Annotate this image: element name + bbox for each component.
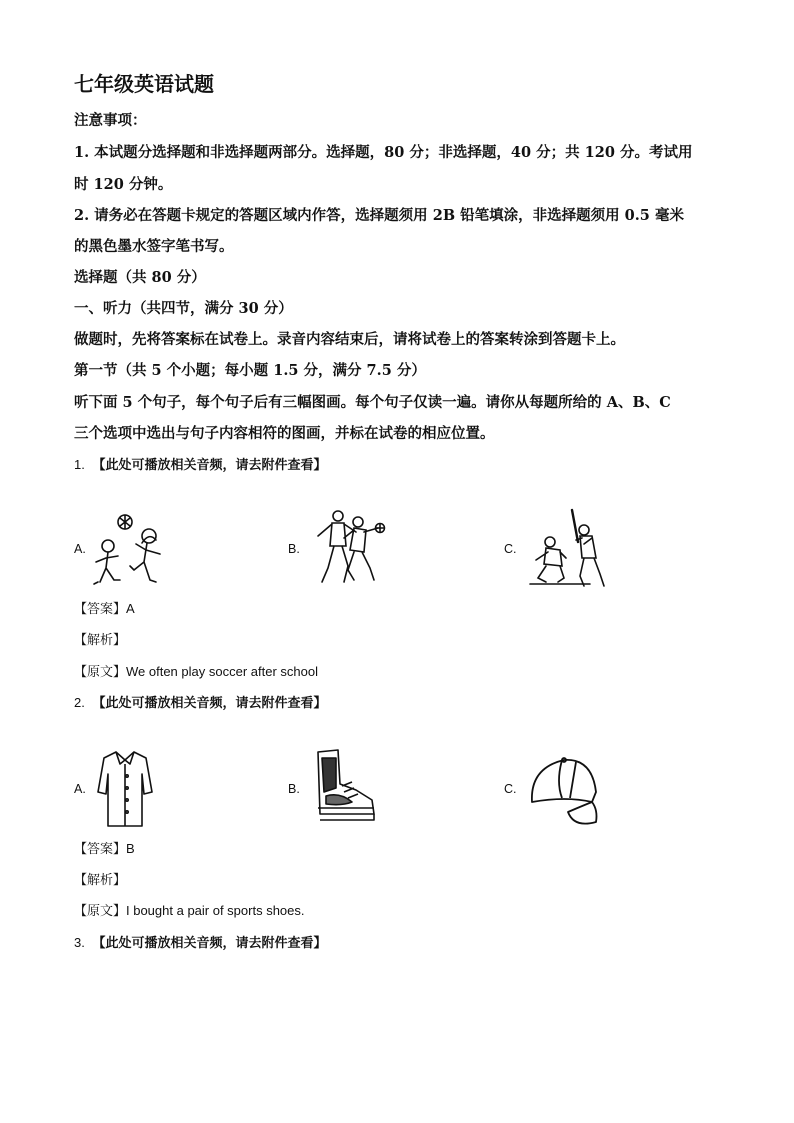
notes-item-1-line-2: 时 120 分钟。 (74, 176, 173, 193)
choice-section-heading: 选择题（共 80 分） (74, 269, 206, 286)
part1-heading: 第一节（共 5 个小题；每小题 1.5 分，满分 7.5 分） (74, 362, 426, 379)
cap-icon[interactable] (526, 752, 602, 832)
audio-prompt[interactable]: 【此处可播放相关音频，请去附件查看】 (92, 457, 327, 472)
notes-item-1-line-1: 1. 本试题分选择题和非选择题两部分。选择题，80 分；非选择题，40 分；共 120 分。考试用 (74, 144, 693, 161)
question-3 (74, 932, 326, 951)
q1-transcript: 【原文】We often play soccer after school (74, 664, 318, 679)
basketball-players-icon[interactable] (308, 508, 388, 588)
question-number: 1. (74, 457, 85, 472)
sneaker-icon[interactable] (312, 748, 378, 826)
listening-instruction: 做题时，先将答案标在试卷上。录音内容结束后，请将试卷上的答案转涂到答题卡上。 (74, 331, 625, 348)
notes-item-2-line-2: 的黑色墨水签字笔书写。 (74, 238, 234, 255)
audio-prompt[interactable]: 【此处可播放相关音频，请去附件查看】 (92, 935, 327, 950)
audio-prompt[interactable]: 【此处可播放相关音频，请去附件查看】 (92, 695, 327, 710)
question-1 (74, 454, 326, 473)
part1-instruction-line-1: 听下面 5 个句子，每个句子后有三幅图画。每个句子仅读一遍。请你从每题所给的 A、B、C (74, 394, 671, 411)
q1-analysis: 【解析】 (74, 632, 127, 647)
question-number: 2. (74, 695, 85, 710)
page-title: 七年级英语试题 (74, 72, 214, 96)
q2-option-c-label: C. (504, 782, 517, 796)
question-2 (74, 692, 326, 711)
q1-answer: 【答案】A (74, 601, 135, 616)
question-number: 3. (74, 935, 85, 950)
q2-transcript: 【原文】I bought a pair of sports shoes. (74, 903, 305, 918)
soccer-kids-icon[interactable] (92, 510, 174, 590)
notes-item-2-line-1: 2. 请务必在答题卡规定的答题区域内作答，选择题须用 2B 铅笔填涂，非选择题须用 0.5 毫米 (74, 207, 684, 224)
q1-option-a-label: A. (74, 542, 86, 556)
shirt-icon[interactable] (96, 748, 154, 828)
part1-instruction-line-2: 三个选项中选出与句子内容相符的图画，并标在试卷的相应位置。 (74, 425, 495, 442)
listening-heading: 一、听力（共四节，满分 30 分） (74, 300, 293, 317)
q2-option-a-label: A. (74, 782, 86, 796)
q1-option-c-label: C. (504, 542, 517, 556)
q2-answer: 【答案】B (74, 841, 135, 856)
notes-heading: 注意事项： (74, 112, 147, 129)
q1-option-b-label: B. (288, 542, 300, 556)
baseball-players-icon[interactable] (526, 508, 608, 590)
q2-analysis: 【解析】 (74, 872, 127, 887)
q2-option-b-label: B. (288, 782, 300, 796)
